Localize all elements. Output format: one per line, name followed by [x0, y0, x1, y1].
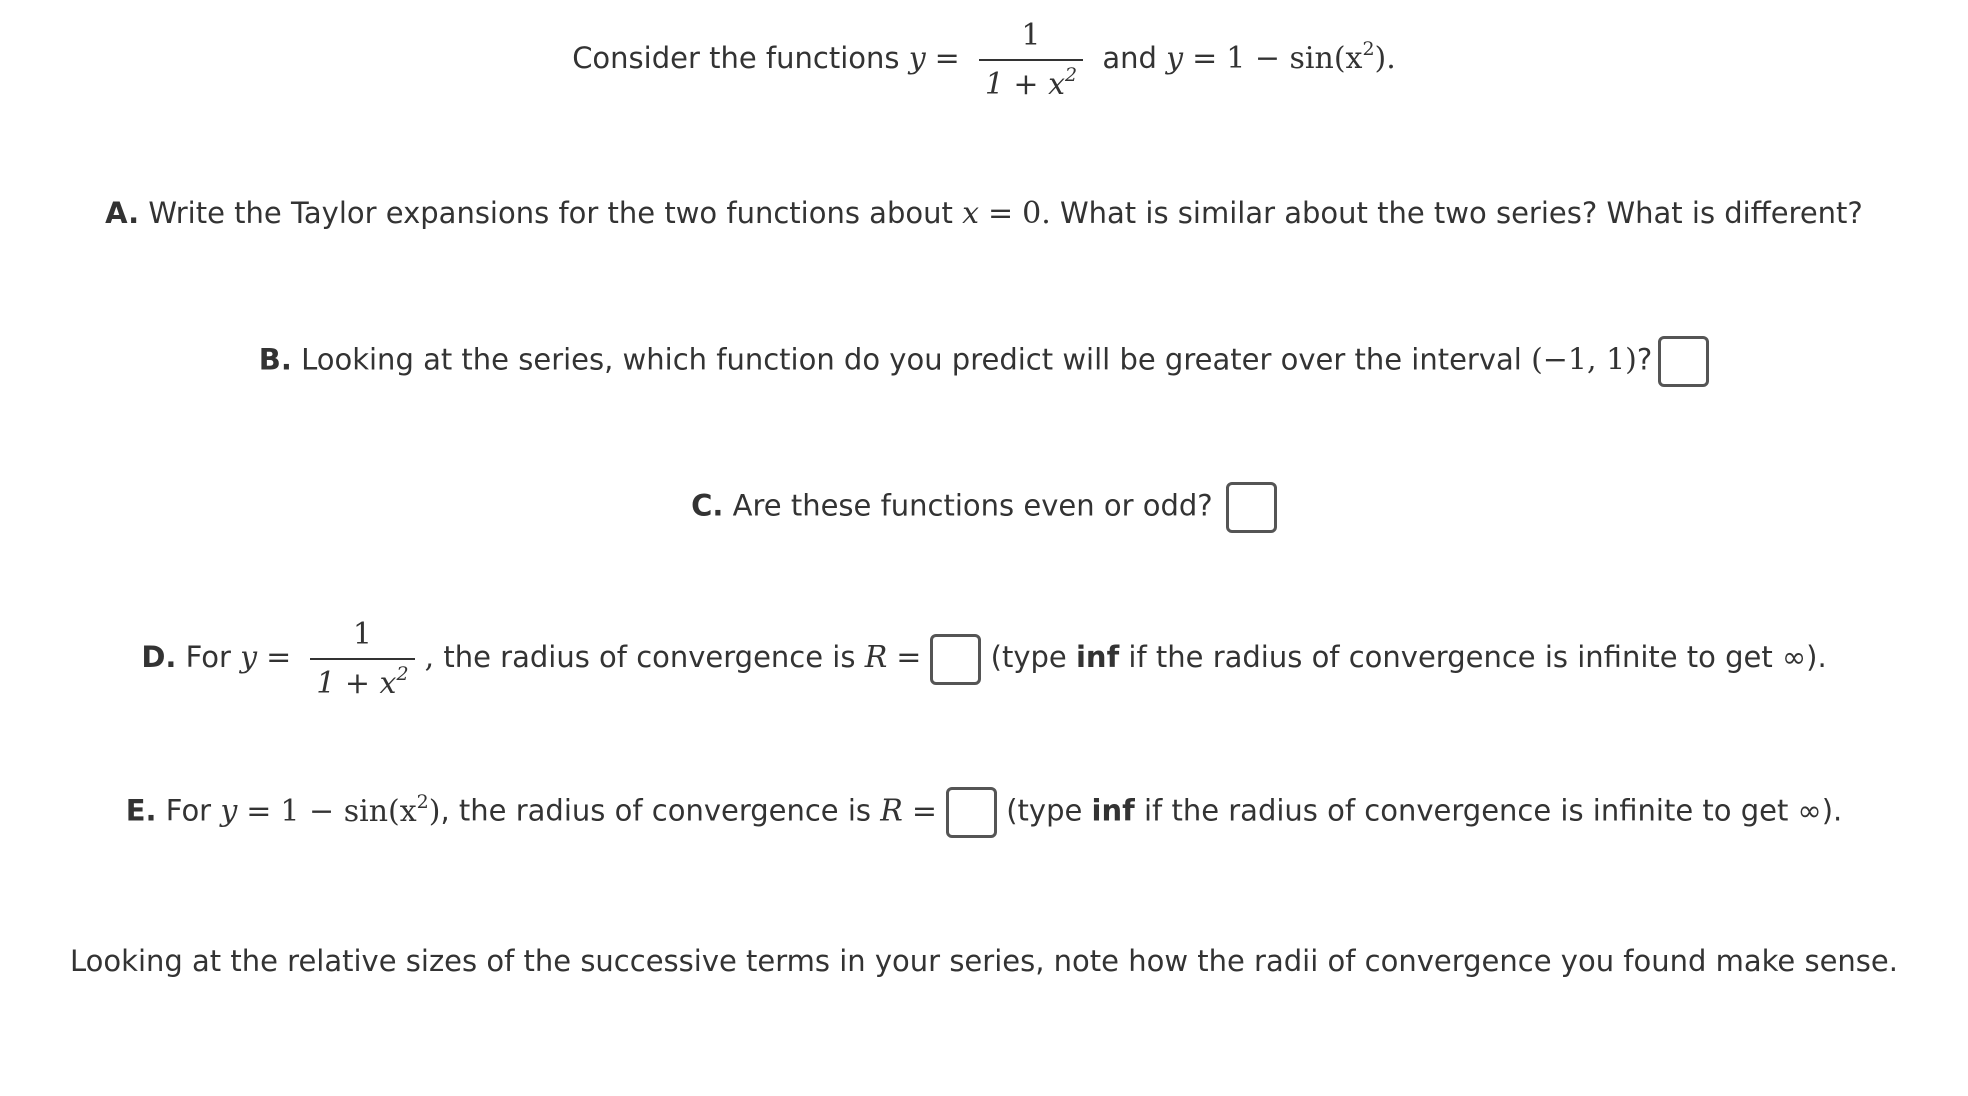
part-b-question-mark: ? [1636, 342, 1653, 377]
part-d-letter: D. [141, 640, 177, 674]
part-b-answer-input[interactable] [1658, 336, 1709, 387]
part-c-letter: C. [691, 488, 724, 523]
intro-y-var-2: y [1166, 41, 1184, 76]
part-a-question: What is similar about the two series? What is different? [1059, 196, 1863, 230]
part-d-r-var: R [864, 640, 888, 675]
part-c-text: Are these functions even or odd? [732, 488, 1213, 523]
part-c [0, 482, 1968, 533]
part-e-answer-input[interactable] [946, 787, 997, 838]
part-d-text: the radius of convergence is [443, 640, 856, 674]
part-d-comma: , [424, 640, 435, 675]
part-d-hint: (type inf if the radius of convergence is infinite to get ∞). [990, 640, 1827, 674]
intro-text: Consider the functions [572, 41, 900, 75]
intro-fraction [979, 18, 1083, 102]
part-e-text: , the radius of convergence is [440, 793, 872, 828]
part-d [0, 617, 1968, 701]
part-e-letter: E. [125, 793, 157, 828]
part-e-for: For [165, 793, 212, 828]
part-a-text: Write the Taylor expansions for the two functions about [148, 196, 953, 230]
intro-sin-expression: $1 - \sin(x^2)$. [1226, 38, 1396, 76]
part-e [0, 787, 1968, 838]
part-a-letter: A. [105, 196, 140, 230]
intro-fraction-numerator: 1 [1021, 18, 1041, 53]
part-d-fraction-numerator: 1 [352, 617, 372, 652]
intro-fraction-denominator: $1 + x^2$ [984, 64, 1078, 102]
part-a-x-var: x [962, 196, 979, 231]
part-c-answer-input[interactable] [1226, 482, 1277, 533]
part-e-sin-expression: $1 - \sin(x^2)$ [280, 790, 441, 829]
part-b-text: Looking at the series, which function do you predict will be greater over the interval [301, 342, 1522, 377]
part-a-equals: = [988, 196, 1014, 231]
part-a [0, 196, 1968, 231]
part-e-hint: (type inf if the radius of convergence is infinite to get ∞). [1006, 793, 1843, 828]
part-d-for: For [185, 640, 231, 674]
part-e-equals-2: = [911, 793, 937, 829]
part-b [0, 336, 1968, 387]
intro-and: and [1102, 41, 1157, 75]
part-e-equals: = [246, 793, 272, 829]
part-d-answer-input[interactable] [930, 634, 981, 685]
part-b-interval: (−1, 1) [1531, 342, 1637, 378]
part-d-equals: = [266, 640, 292, 675]
closing-note: Looking at the relative sizes of the successive terms in your series, note how the radii of convergence you found make sense. [70, 944, 1898, 978]
intro-line [0, 18, 1968, 102]
intro-equals: = [934, 41, 960, 76]
part-a-zero: 0. [1022, 196, 1051, 231]
part-d-equals-2: = [896, 640, 922, 675]
part-d-fraction [310, 617, 414, 701]
part-d-y-var: y [240, 640, 258, 675]
intro-y-var: y [908, 41, 926, 76]
part-e-r-var: R [880, 793, 903, 829]
intro-equals-2: = [1192, 41, 1218, 76]
part-d-fraction-denominator: $1 + x^2$ [316, 663, 409, 701]
part-e-y-var: y [220, 793, 238, 829]
part-b-letter: B. [258, 342, 292, 377]
